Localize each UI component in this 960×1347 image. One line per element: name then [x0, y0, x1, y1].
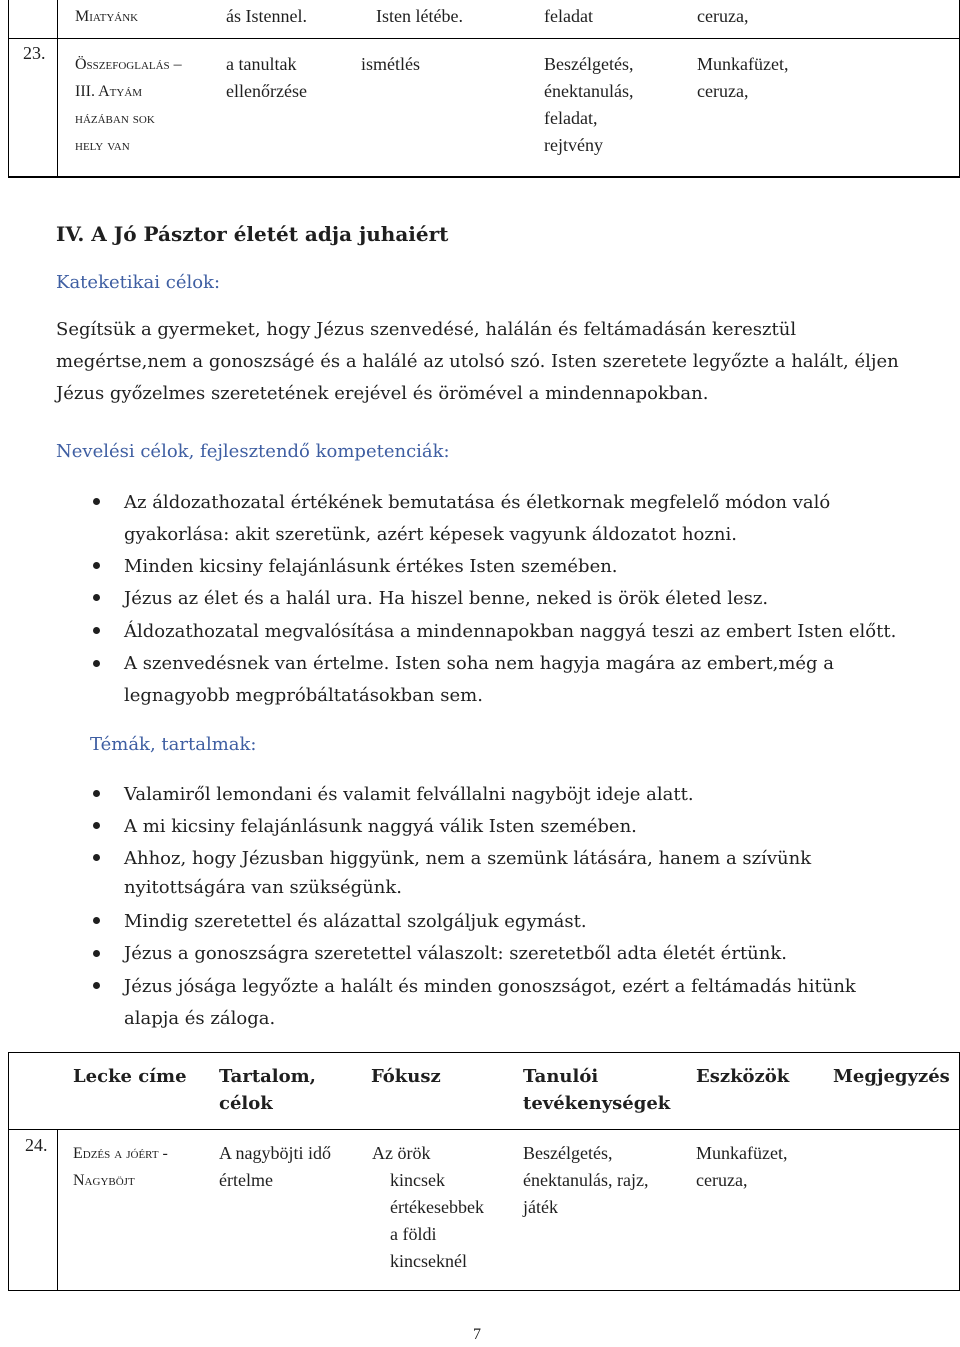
list-item: Áldozathozatal megvalósítása a mindennapokban naggyá teszi az embert Isten előtt.: [124, 621, 897, 642]
list-item: Jézus a gonoszságra szeretettel válaszolt: szeretetből adta életét értünk.: [124, 943, 787, 964]
header-notes: Megjegyzés: [833, 1066, 950, 1087]
row1-focus-cell: Isten létébe.: [376, 6, 463, 26]
row1-activity-cell: feladat: [544, 6, 593, 26]
list-item: A szenvedésnek van értelme. Isten soha nem hagyja magára az embert,még a: [124, 653, 835, 674]
bottom-lesson-table: [8, 1052, 960, 1291]
row1-title-cell: Miatyánk: [75, 8, 139, 25]
row-tools-cell: Munkafüzet, ceruza,: [696, 1143, 788, 1190]
row1-content-cell: ás Istennel.: [226, 6, 307, 26]
bullet-icon: [93, 822, 100, 829]
list-item: Az áldozathozatal értékének bemutatása és életkornak megfelelő módon való: [124, 492, 831, 513]
row-activity-cell: Beszélgetés, énektanulás, rajz, játék: [523, 1143, 649, 1217]
bullet-icon: [93, 790, 100, 797]
bullet-icon: [93, 854, 100, 861]
header-tools: Eszközök: [696, 1066, 790, 1087]
row2-content-cell: a tanultak ellenőrzése: [226, 54, 307, 101]
table-column-divider: [57, 0, 58, 176]
header-content: Tartalom, célok: [219, 1066, 316, 1114]
section-heading: IV. A Jó Pásztor életét adja juhaiért: [56, 222, 449, 246]
bullet-icon: [93, 498, 100, 505]
list-item: Jézus az élet és a halál ura. Ha hiszel benne, neked is örök életed lesz.: [124, 588, 769, 609]
bullet-icon: [93, 660, 100, 667]
page-number: 7: [473, 1326, 481, 1343]
row-title-cell: Edzés a jóért - Nagyböjt: [73, 1145, 168, 1189]
bullet-icon: [93, 982, 100, 989]
topics-label: Témák, tartalmak:: [90, 734, 257, 755]
table-row-divider: [9, 1129, 959, 1130]
top-lesson-table: [8, 0, 960, 178]
row2-focus-cell: ismétlés: [361, 54, 420, 74]
bullet-icon: [93, 917, 100, 924]
list-item-continuation: alapja és záloga.: [124, 1008, 276, 1029]
catechetical-goals-line: Segítsük a gyermeket, hogy Jézus szenvedésé, halálán és feltámadásán keresztül: [56, 319, 797, 340]
list-item: Valamiről lemondani és valamit felvállalni nagyböjt ideje alatt.: [124, 784, 694, 805]
list-item: Jézus jósága legyőzte a halált és minden gonoszságot, ezért a feltámadás hitünk: [124, 976, 856, 997]
list-item: Mindig szeretettel és alázattal szolgáljuk egymást.: [124, 911, 587, 932]
bullet-icon: [93, 627, 100, 634]
row2-tools-cell: Munkafüzet, ceruza,: [697, 54, 789, 101]
row-content-cell: A nagyböjti idő értelme: [219, 1143, 331, 1190]
table-row-divider: [9, 38, 959, 39]
list-item-continuation: legnagyobb megpróbáltatásokban sem.: [124, 685, 483, 706]
catechetical-goals-label: Kateketikai célok:: [56, 272, 221, 293]
list-item-continuation: gyakorlása: akit szeretünk, azért képesek vagyunk áldozatot hozni.: [124, 524, 737, 545]
row-number-cell: 24.: [25, 1135, 48, 1155]
row-focus-cell: Az örök kincsek értékesebbek a földi kincseknél: [372, 1143, 484, 1271]
catechetical-goals-line: Jézus győzelmes szeretetének erejével és örömével a mindennapokban.: [56, 383, 709, 404]
bullet-icon: [93, 594, 100, 601]
row1-tools-cell: ceruza,: [697, 6, 749, 26]
table-column-divider: [57, 1129, 58, 1290]
row2-activity-cell: Beszélgetés, énektanulás, feladat, rejtvény: [544, 54, 634, 155]
row2-number-cell: 23.: [23, 43, 46, 63]
educational-goals-label: Nevelési célok, fejlesztendő kompetenciák:: [56, 441, 450, 462]
header-focus: Fókusz: [371, 1066, 441, 1087]
header-activities: Tanulói tevékenységek: [523, 1066, 671, 1114]
list-item-continuation: nyitottságára van szükségünk.: [124, 877, 402, 898]
catechetical-goals-line: megértse,nem a gonoszságé és a halálé az utolsó szó. Isten szeretete legyőzte a halált, éljen: [56, 351, 899, 372]
list-item: Minden kicsiny felajánlásunk értékes Isten szemében.: [124, 556, 618, 577]
header-lesson-title: Lecke címe: [73, 1066, 187, 1087]
row2-title-cell: Összefoglalás – III. Atyám házában sok hely van: [75, 56, 182, 154]
bullet-icon: [93, 950, 100, 957]
bullet-icon: [93, 562, 100, 569]
list-item: Ahhoz, hogy Jézusban higgyünk, nem a szemünk látására, hanem a szívünk: [124, 848, 812, 869]
list-item: A mi kicsiny felajánlásunk naggyá válik Isten szemében.: [124, 816, 637, 837]
